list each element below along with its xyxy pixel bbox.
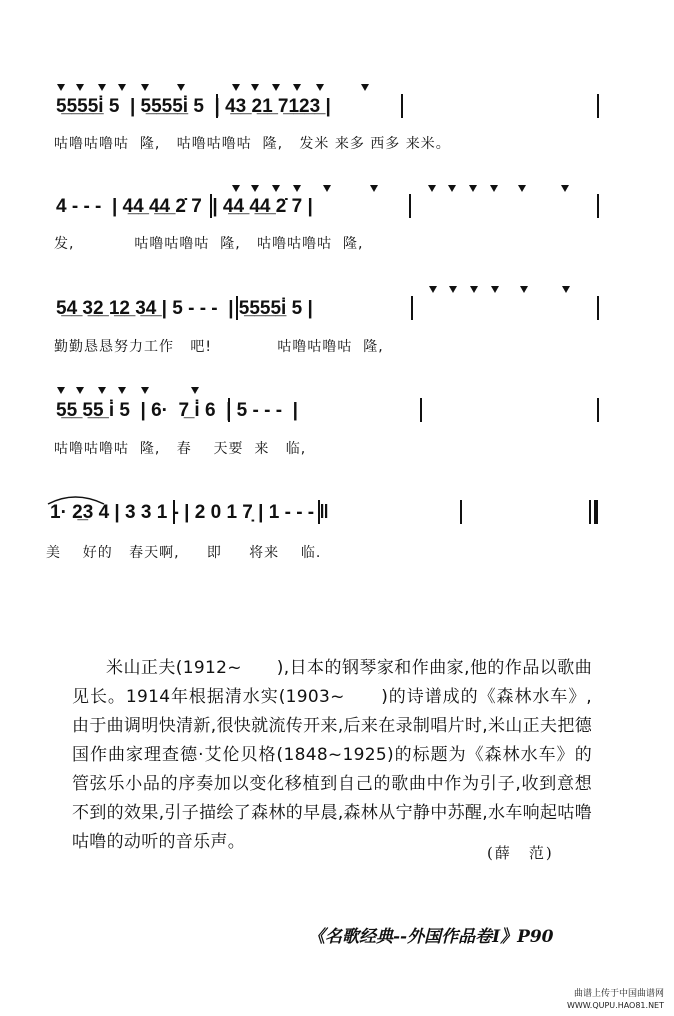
notes-line: 5̲5̲5̲5̲i̇ 5 | 5̲5̲5̲5̲i̇ 5 | 4̲3̲ 2̲1̲ 7̲1̲2̲3̲ | bbox=[56, 96, 331, 117]
accent-marks-row3 bbox=[429, 286, 570, 293]
site-watermark bbox=[567, 988, 664, 1012]
notes-line: 4 - - - | 4̲4̲ 4̲4̲ 2̇ 7 | 4̲4̲ 4̲4̲ 2̇ 7 | bbox=[56, 196, 313, 217]
lyrics-line: 咕噜咕噜咕 隆, 春 天要 来 临, bbox=[54, 441, 307, 457]
author-credit: (薛 范) bbox=[487, 844, 554, 862]
notes-line: 5̲5̲ 5̲5̲ i̇ 5 | 6· 7̲ i̇ 6 | 5 - - - | bbox=[56, 400, 298, 421]
accent-marks-row2 bbox=[232, 185, 569, 192]
source-citation: 《名歌经典--外国作品卷Ⅰ》P90 bbox=[308, 927, 554, 947]
lyrics-line: 发, 咕噜咕噜咕 隆, 咕噜咕噜咕 隆, bbox=[54, 236, 364, 252]
accent-marks-row1 bbox=[57, 84, 369, 91]
lyrics-line: 咕噜咕噜咕 隆, 咕噜咕噜咕 隆, 发米 来多 西多 来米。 bbox=[54, 136, 451, 152]
watermark-line-2: WWW.QUPU.HAO81.NET bbox=[566, 1001, 664, 1010]
notes-line: 5̲4̲ 3̲2̲ 1̲2̲ 3̲4̲ | 5 - - - | 5̲5̲5̲5̲i̇ 5 | bbox=[56, 298, 313, 319]
lyrics-line: 美 好的 春天啊, 即 将来 临. bbox=[46, 545, 322, 561]
accent-marks-row4 bbox=[57, 387, 199, 394]
description-paragraph: 米山正夫(1912~ ),日本的钢琴家和作曲家,他的作品以歌曲见长。1914年根据清水实(1903~ )的诗谱成的《森林水车》,由于曲调明快清新,很快就流传开来,后来在录制唱片时,米山正夫把德国作曲家理查德·艾伦贝格(1848~1925)的标题为《森林水车》的管弦乐小品的序奏加以变化移植到自己的歌曲中作为引子,收到意想不到的效果,引子描绘了森林的早晨,森林从宁静中苏醒,水车响起咕噜咕噜的动听的音乐声。 bbox=[72, 658, 592, 852]
notes-line: 1· 2̲3 4 | 3 3 1 - | 2 0 1 7̣ | 1 - - - ‖ bbox=[50, 502, 329, 523]
watermark-line-1: 曲谱上传于中国曲谱网 bbox=[573, 989, 664, 999]
lyrics-line: 勤勤恳恳努力工作 吧! 咕噜咕噜咕 隆, bbox=[54, 339, 384, 355]
